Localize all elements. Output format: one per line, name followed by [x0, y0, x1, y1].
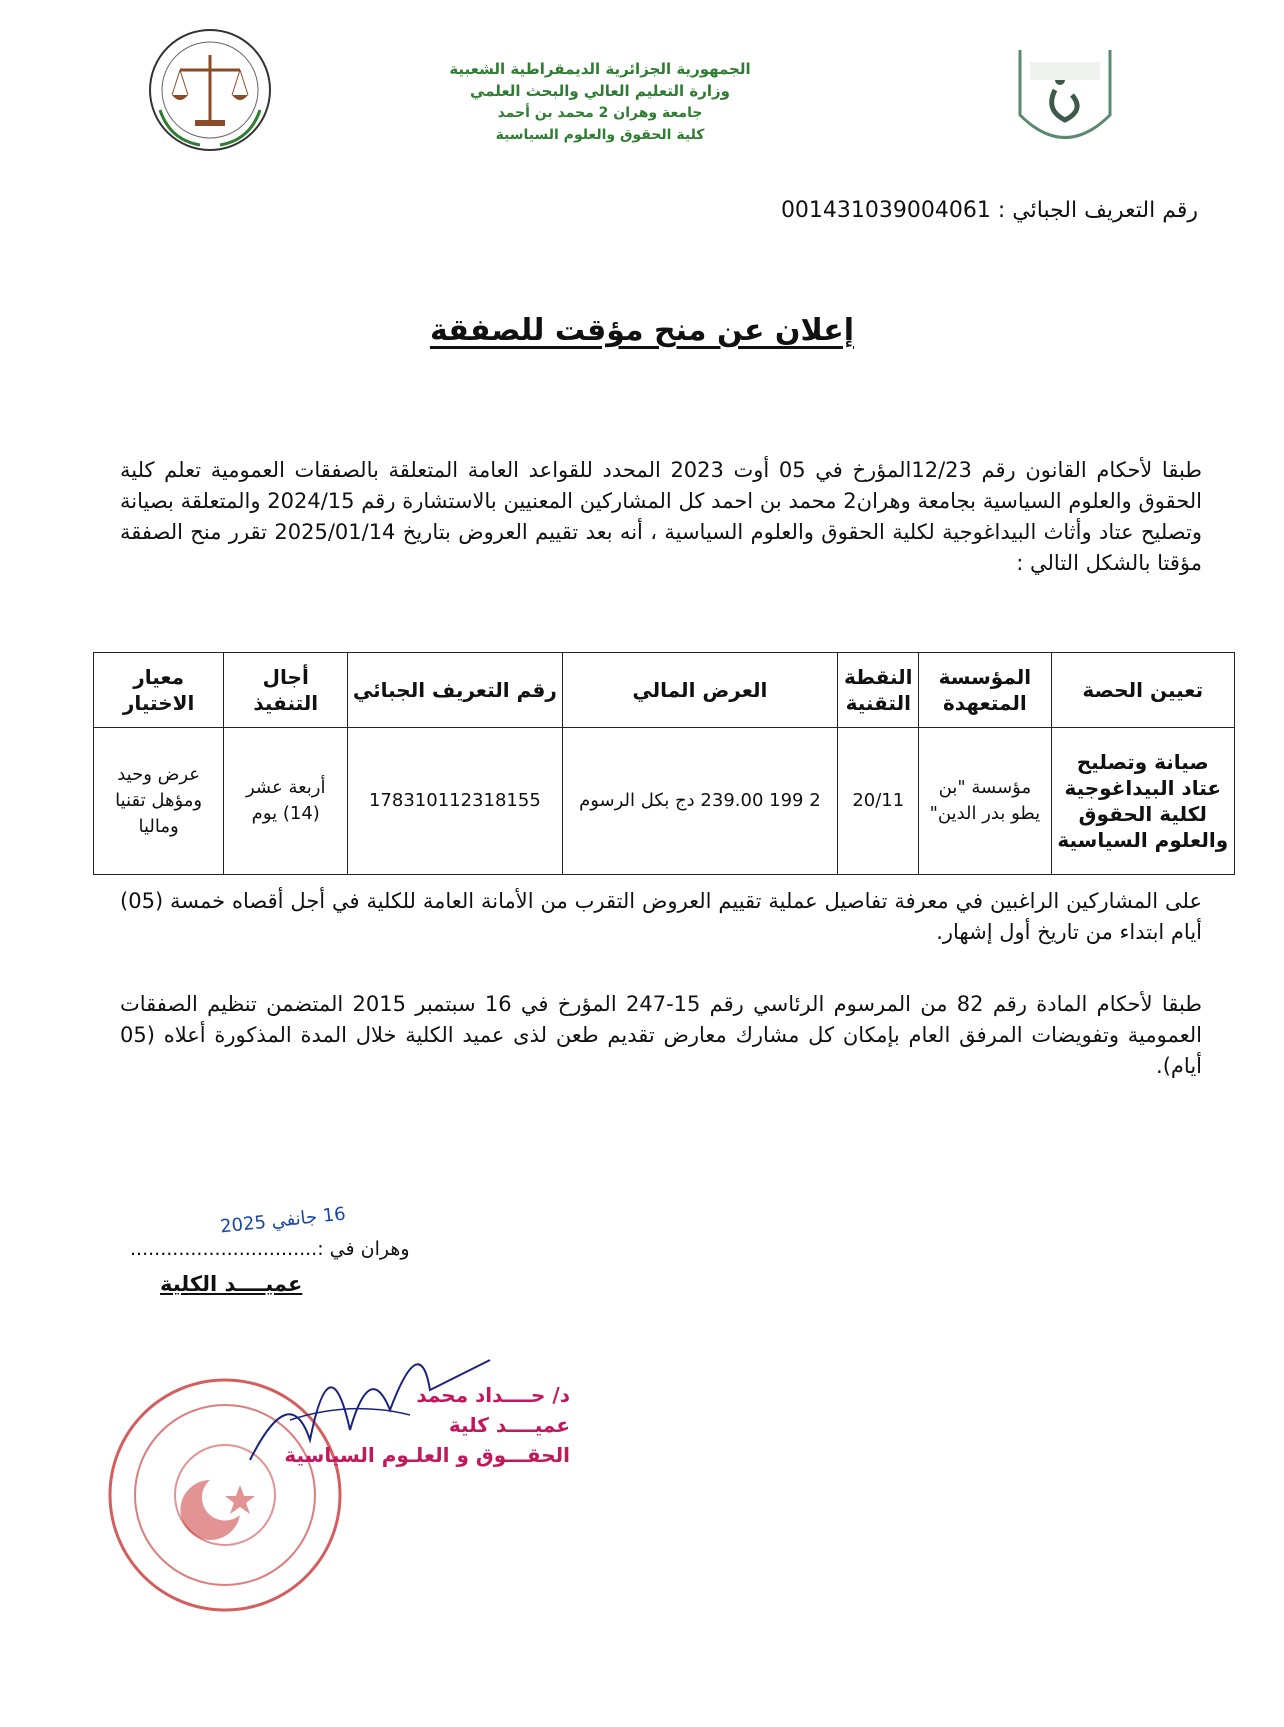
fiscal-id: رقم التعريف الجبائي : 001431039004061: [780, 198, 1198, 223]
cell-company: مؤسسة "بن يطو بدر الدين": [919, 728, 1051, 875]
intro-paragraph: طبقا لأحكام القانون رقم 12/23المؤرخ في 05 أوت 2023 المحدد للقواعد العامة المتعلقة بالصفقات العمومية تعلم كلية الحقوق والعلوم السياسية بجامعة وهران2 محمد بن احمد كل المشاركين المعنيين بالاستشارة رقم 2024/15 والمتعلقة بصيانة وتصليح عتاد وأثاث البيداغوجية لكلية الحقوق والعلوم السياسية ، أنه بعد تقييم العروض بتاريخ 2025/01/14 تقرر منح الصفقة مؤقتا بالشكل التالي :: [120, 458, 1203, 575]
table-header-row: [94, 653, 1235, 728]
dean-faculty: الحقـــوق و العلـوم السياسية: [284, 1443, 570, 1467]
appeal-paragraph: طبقا لأحكام المادة رقم 82 من المرسوم الرئاسي رقم 15-247 المؤرخ في 16 سبتمبر 2015 المتضمن تنظيم الصفقات العمومية وتفويضات المرفق العام بإمكان كل مشارك معارض تقديم طعن لذى عميد الكلية خلال المدة المذكورة أعلاه (05 أيام).: [120, 992, 1203, 1078]
table-row: [94, 728, 1235, 875]
dean-title: عميــــد الكلية: [160, 1272, 303, 1296]
header-deadline: أجال التنفيذ: [224, 653, 348, 728]
cell-deadline: أربعة عشر (14) يوم: [224, 728, 348, 875]
republic-name: الجمهورية الجزائرية الديمقراطية الشعبية: [449, 60, 751, 78]
faculty-logo: [140, 20, 280, 160]
place-date: وهران في :...............................: [130, 1238, 410, 1260]
dean-name: د/ حــــداد محمد: [416, 1383, 570, 1407]
university-name: جامعة وهران 2 محمد بن أحمد: [497, 105, 703, 121]
cell-lot: صيانة وتصليح عتاد البيداغوجية لكلية الحقوق والعلوم السياسية: [1051, 728, 1235, 875]
review-paragraph: على المشاركين الراغبين في معرفة تفاصيل عملية تقييم العروض التقرب من الأمانة العامة للكلية في أجل أقصاه خمسة (05) أيام ابتداء من تاريخ أول إشهار.: [120, 889, 1202, 944]
dean-role: عميــــد كلية: [448, 1413, 570, 1437]
header-company: المؤسسة المتعهدة: [919, 653, 1051, 728]
university-logo: [1000, 20, 1130, 160]
cell-financial-offer: 2 199 239.00 دج بكل الرسوم: [562, 728, 838, 875]
faculty-name: كلية الحقوق والعلوم السياسية: [495, 127, 705, 143]
institution-header: [400, 58, 800, 146]
header-lot: تعيين الحصة: [1051, 653, 1235, 728]
cell-technical-score: 20/11: [838, 728, 919, 875]
announcement-title: إعلان عن منح مؤقت للصفقة: [429, 313, 855, 348]
ministry-name: وزارة التعليم العالي والبحث العلمي: [469, 82, 731, 100]
dean-signature-block: [270, 1380, 570, 1470]
header-criterion: معيار الاختيار: [94, 653, 224, 728]
header-technical-score: النقطة التقنية: [838, 653, 919, 728]
award-table: [93, 652, 1235, 875]
cell-criterion: عرض وحيد ومؤهل تقنيا وماليا: [94, 728, 224, 875]
header-financial-offer: العرض المالي: [562, 653, 838, 728]
stamped-date: 16 جانفي 2025: [219, 1203, 347, 1238]
header-fiscal-number: رقم التعريف الجبائي: [348, 653, 562, 728]
cell-fiscal-number: 178310112318155: [348, 728, 562, 875]
